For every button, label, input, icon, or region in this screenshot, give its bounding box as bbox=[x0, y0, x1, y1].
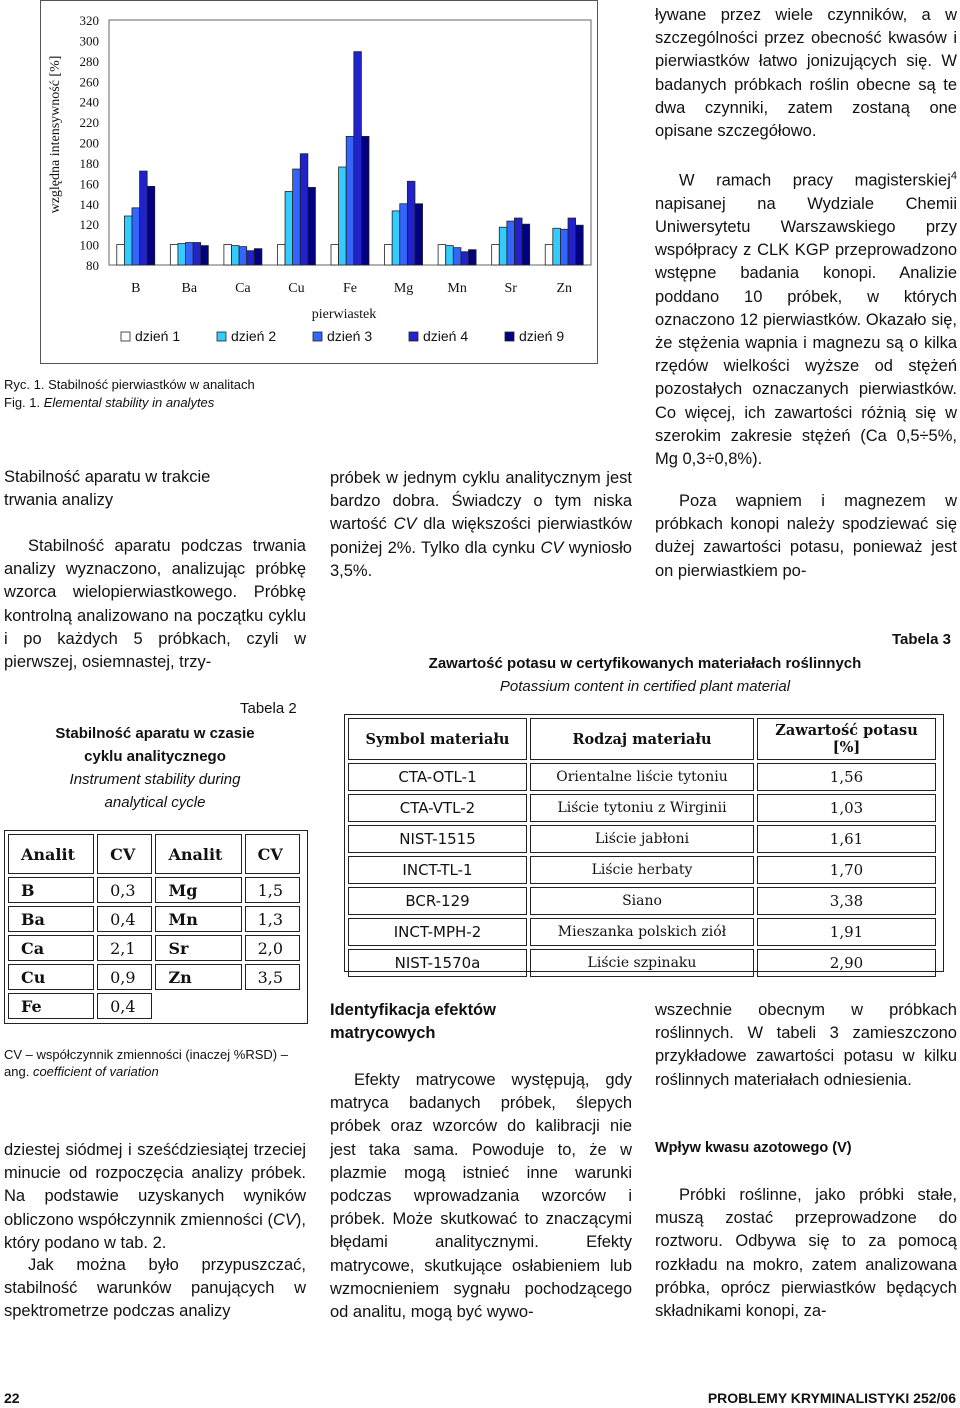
bar-Fe-2 bbox=[339, 167, 347, 265]
bar-Ba-2 bbox=[178, 244, 186, 265]
y-tick-label: 180 bbox=[79, 155, 99, 171]
x-tick-label: Zn bbox=[556, 281, 573, 296]
bar-Cu-3 bbox=[293, 169, 301, 265]
table-2-row bbox=[8, 964, 300, 990]
table-3-header-row bbox=[348, 718, 936, 760]
table-2-cv-cell: 0,4 bbox=[97, 906, 152, 932]
bar-Zn-4 bbox=[568, 218, 576, 265]
middle-paragraph-1 bbox=[330, 467, 632, 583]
figure-caption-en-prefix: Fig. 1. bbox=[4, 395, 41, 410]
table-3-row bbox=[348, 763, 936, 791]
table-2-cv-cell: 3,5 bbox=[245, 964, 300, 990]
section-heading-stability: Stabilność aparatu w trakcie trwania analizy bbox=[4, 468, 211, 509]
journal-name: PROBLEMY KRYMINALISTYKI 252/06 bbox=[707, 1390, 956, 1406]
y-tick-label: 200 bbox=[79, 135, 99, 151]
bar-Mg-2 bbox=[392, 211, 400, 265]
table-2-note bbox=[4, 1046, 306, 1080]
table-2-row bbox=[8, 935, 300, 961]
table-3-symbol-cell: BCR-129 bbox=[348, 887, 527, 915]
bar-Mn-2 bbox=[446, 246, 454, 265]
table-2-note-en-prefix: ang. bbox=[4, 1064, 30, 1079]
table-3-row bbox=[348, 918, 936, 946]
table-2-analyte-cell: Cu bbox=[8, 964, 94, 990]
left-paragraph-1: Stabilność aparatu podczas trwania analizy wyznaczono, analizując próbkę wzorca wielopierwiastkowego. Próbkę kontrolną analizowano na początku cyklu i po każdych 5 próbkach, czyli w pierwszej, osiemnastej, trzy- bbox=[4, 537, 306, 672]
right-paragraph-2-a: W ramach pracy magisterskiej bbox=[679, 171, 951, 190]
x-tick-label: Sr bbox=[504, 281, 517, 296]
table-2-cv-cell: 1,3 bbox=[245, 906, 300, 932]
table-2-header: Analit bbox=[8, 834, 94, 874]
right-paragraph-2-b: napisanej na Wydziale Chemii Uniwersytetu Warszawskiego przy współpracy z CLK KGP przeprowadzono wstępne badania konopi. Analizie poddano 10 próbek, w których oznaczono 12 pierwiastków. Okazało się, że stężenia wapnia i magnezu są o kilka rzędów wielkości wyższe od stężeń pozostałych oznaczanych pierwiastków. Co więcej, ich zawartości różnią się w szerokim zakresie stężeń (Ca 0,5÷5%, Mg 0,3÷0,8%). bbox=[655, 194, 957, 468]
figure-caption-pl-prefix: Ryc. 1. bbox=[4, 377, 45, 392]
table-2-cv-cell: 2,0 bbox=[245, 935, 300, 961]
bar-B-2 bbox=[124, 216, 132, 265]
table-2-cv-cell: 0,9 bbox=[97, 964, 152, 990]
table-3-symbol-cell: CTA-OTL-1 bbox=[348, 763, 527, 791]
table-3-row bbox=[348, 825, 936, 853]
bar-B-1 bbox=[117, 245, 125, 265]
bar-Mg-3 bbox=[400, 204, 408, 265]
legend-label: dzień 9 bbox=[519, 328, 565, 344]
legend-swatch bbox=[217, 332, 226, 341]
table-2-cv-cell: 2,1 bbox=[97, 935, 152, 961]
legend-label: dzień 1 bbox=[135, 328, 181, 344]
bar-Sr-4 bbox=[514, 218, 522, 265]
y-tick-label: 240 bbox=[79, 94, 99, 110]
table-3-type-cell: Orientalne liście tytoniu bbox=[530, 763, 754, 791]
table-3-value-cell: 1,91 bbox=[757, 918, 936, 946]
table-3-header: Symbol materiału bbox=[348, 718, 527, 760]
bar-Fe-4 bbox=[354, 52, 362, 265]
bar-Ba-4 bbox=[193, 243, 201, 265]
x-tick-label: Ca bbox=[235, 281, 251, 296]
table-3-value-cell: 1,61 bbox=[757, 825, 936, 853]
table-2-title-pl: Stabilność aparatu w czasie cyklu analitycznego bbox=[55, 725, 255, 765]
middle-paragraph-2: Efekty matrycowe występują, gdy matryca badanych próbek, ślepych próbek oraz wzorców do kalibracji nie jest taka sama. Powoduje to, że w plazmie mogą istnieć inne warunki podczas wprowadzania wzorców i próbek. Może skutkować to znaczącymi błędami analitycznymi. Efekty matrycowe, skutkujące osłabieniem lub wzmocnieniem sygnału pochodzącego od analitu, mogą być wywo- bbox=[330, 1071, 632, 1322]
table-2-analyte-cell bbox=[155, 993, 241, 1019]
table-2-title bbox=[4, 722, 306, 814]
table-3-type-cell: Mieszanka polskich ziół bbox=[530, 918, 754, 946]
bar-Zn-1 bbox=[545, 245, 553, 265]
table-2-header-row bbox=[8, 834, 300, 874]
bar-Mn-4 bbox=[461, 252, 469, 265]
bar-Ca-5 bbox=[254, 249, 262, 265]
figure-caption-en bbox=[4, 394, 214, 411]
left-paragraph-2-a: dziestej siódmej i sześćdziesiątej trzeciej minucie od rozpoczęcia analizy próbek. Na podstawie uzyskanych wyników obliczono współczynnik zmienności ( bbox=[4, 1141, 306, 1229]
x-tick-label: Mn bbox=[447, 281, 467, 296]
table-2-header: Analit bbox=[155, 834, 241, 874]
left-paragraph-2 bbox=[4, 1139, 306, 1255]
bar-chart bbox=[41, 1, 597, 363]
x-tick-label: Mg bbox=[393, 281, 414, 296]
y-tick-label: 80 bbox=[86, 258, 99, 273]
bar-Zn-2 bbox=[553, 228, 561, 265]
table-3-type-cell: Liście jabłoni bbox=[530, 825, 754, 853]
table-3-value-cell: 3,38 bbox=[757, 887, 936, 915]
bar-Fe-1 bbox=[331, 245, 339, 265]
table-2-note-pl: CV – współczynnik zmienności (inaczej %RSD) – bbox=[4, 1047, 288, 1062]
left-paragraph-3: Jak można było przypuszczać, stabilność warunków panujących w spektrometrze podczas analizy bbox=[4, 1256, 306, 1321]
bar-Sr-3 bbox=[507, 221, 515, 265]
section-heading-nitric-acid: Wpływ kwasu azotowego (V) bbox=[655, 1140, 852, 1156]
table-3-type-cell: Liście szpinaku bbox=[530, 949, 754, 977]
x-tick-label: Cu bbox=[288, 281, 305, 296]
table-3-label: Tabela 3 bbox=[892, 631, 951, 648]
table-3-symbol-cell: INCT-TL-1 bbox=[348, 856, 527, 884]
bar-Ca-4 bbox=[247, 251, 255, 265]
y-tick-label: 300 bbox=[79, 33, 99, 49]
figure-caption-en-text: Elemental stability in analytes bbox=[43, 395, 215, 410]
footnote-ref: 4 bbox=[950, 170, 957, 182]
bar-Cu-5 bbox=[308, 187, 316, 265]
bar-Cu-1 bbox=[277, 245, 285, 265]
bar-B-3 bbox=[132, 208, 140, 265]
legend-label: dzień 2 bbox=[231, 328, 277, 344]
bar-Mg-4 bbox=[407, 181, 415, 265]
table-2-frame bbox=[4, 830, 308, 1024]
middle-paragraph-1-cv2: CV bbox=[540, 538, 564, 557]
table-3-row bbox=[348, 794, 936, 822]
table-3-title bbox=[340, 652, 950, 698]
table-2-cv-cell: 0,4 bbox=[97, 993, 152, 1019]
y-axis-label: względna intensywność [%] bbox=[48, 55, 63, 214]
table-2-row bbox=[8, 877, 300, 903]
y-tick-label: 120 bbox=[79, 217, 99, 233]
legend-swatch bbox=[313, 332, 322, 341]
table-2-header: CV bbox=[245, 834, 300, 874]
page-number: 22 bbox=[4, 1390, 20, 1406]
bar-B-5 bbox=[147, 186, 155, 265]
table-3-symbol-cell: NIST-1515 bbox=[348, 825, 527, 853]
bar-Zn-5 bbox=[576, 225, 584, 265]
table-2-cv-cell: 0,3 bbox=[97, 877, 152, 903]
table-3-type-cell: Liście tytoniu z Wirginii bbox=[530, 794, 754, 822]
table-3-type-cell: Liście herbaty bbox=[530, 856, 754, 884]
bar-Fe-3 bbox=[346, 136, 354, 265]
x-tick-label: B bbox=[131, 281, 141, 296]
table-3-frame bbox=[344, 714, 944, 972]
table-2-analyte-cell: Ca bbox=[8, 935, 94, 961]
bar-Mn-5 bbox=[469, 250, 477, 265]
table-2-row bbox=[8, 906, 300, 932]
bar-Sr-5 bbox=[522, 224, 530, 265]
right-paragraph-1: ływane przez wiele czynników, a w szczególności przez obecność kwasów i pierwiastków łatwo jonizujących się. W badanych próbkach roślin obecne są te dwa czynniki, zatem zostaną one opisane szczegółowo. bbox=[655, 6, 957, 141]
right-paragraph-3: Poza wapniem i magnezem w próbkach konopi należy spodziewać się dużej zawartości potasu, ponieważ jest on pierwiastkiem po- bbox=[655, 492, 957, 580]
legend-label: dzień 4 bbox=[423, 328, 469, 344]
middle-paragraph-1-b: dla większości pierwiastków poniżej 2%. Tylko dla cynku bbox=[330, 515, 632, 557]
table-2-row bbox=[8, 993, 300, 1019]
bar-Cu-4 bbox=[300, 154, 308, 265]
table-3-value-cell: 1,03 bbox=[757, 794, 936, 822]
table-2 bbox=[5, 831, 303, 1022]
x-tick-label: Fe bbox=[343, 281, 357, 296]
right-paragraph-4: wszechnie obecnym w próbkach roślinnych. W tabeli 3 zamieszczono przykładowe zawartości potasu w kilku roślinnych materiałach odniesienia. bbox=[655, 1001, 957, 1089]
figure-1 bbox=[40, 0, 598, 364]
table-3-header: Zawartość potasu [%] bbox=[757, 718, 936, 760]
right-paragraph-2 bbox=[655, 165, 957, 471]
table-2-analyte-cell: Mn bbox=[155, 906, 241, 932]
y-tick-label: 140 bbox=[79, 196, 99, 212]
table-3-type-cell: Siano bbox=[530, 887, 754, 915]
table-2-header: CV bbox=[97, 834, 152, 874]
table-2-analyte-cell: Ba bbox=[8, 906, 94, 932]
table-3-value-cell: 1,56 bbox=[757, 763, 936, 791]
table-3-value-cell: 2,90 bbox=[757, 949, 936, 977]
bar-Ca-2 bbox=[231, 246, 239, 265]
table-2-analyte-cell: Fe bbox=[8, 993, 94, 1019]
left-paragraph-2-cv: CV bbox=[272, 1210, 296, 1229]
x-tick-label: Ba bbox=[181, 281, 198, 296]
figure-caption-pl bbox=[4, 376, 255, 393]
table-2-label: Tabela 2 bbox=[240, 700, 297, 717]
table-3-title-en: Potassium content in certified plant material bbox=[499, 678, 791, 695]
table-3-symbol-cell: INCT-MPH-2 bbox=[348, 918, 527, 946]
table-3-row bbox=[348, 887, 936, 915]
bar-Mn-3 bbox=[453, 248, 461, 265]
table-2-analyte-cell: Zn bbox=[155, 964, 241, 990]
y-tick-label: 100 bbox=[79, 237, 99, 253]
bar-Mn-1 bbox=[438, 245, 446, 265]
middle-paragraph-1-c: wyniosło 3,5%. bbox=[330, 538, 632, 580]
bar-Cu-2 bbox=[285, 192, 293, 266]
bar-Zn-3 bbox=[560, 229, 568, 265]
table-3-row bbox=[348, 856, 936, 884]
y-tick-label: 320 bbox=[79, 13, 99, 28]
table-2-note-en: coefficient of variation bbox=[32, 1064, 159, 1079]
table-2-cv-cell bbox=[245, 993, 300, 1019]
figure-caption-pl-text: Stabilność pierwiastków w analitach bbox=[48, 377, 255, 392]
legend-swatch bbox=[121, 332, 130, 341]
y-tick-label: 220 bbox=[79, 115, 99, 131]
bar-Fe-5 bbox=[361, 136, 369, 265]
table-3-value-cell: 1,70 bbox=[757, 856, 936, 884]
bar-Sr-1 bbox=[492, 245, 500, 265]
bar-Ba-3 bbox=[186, 243, 194, 265]
bar-Ba-1 bbox=[170, 245, 178, 265]
bar-Ba-5 bbox=[201, 246, 209, 265]
table-3-row bbox=[348, 949, 936, 977]
legend-label: dzień 3 bbox=[327, 328, 373, 344]
table-3-title-pl: Zawartość potasu w certyfikowanych materiałach roślinnych bbox=[428, 655, 862, 672]
legend-swatch bbox=[505, 332, 514, 341]
table-2-title-en: Instrument stability during analytical cycle bbox=[69, 771, 241, 811]
table-2-analyte-cell: Sr bbox=[155, 935, 241, 961]
bar-Mg-5 bbox=[415, 204, 423, 265]
section-heading-matrix: Identyfikacja efektów matrycowych bbox=[330, 1001, 496, 1042]
bar-Ca-3 bbox=[239, 247, 247, 265]
bar-Mg-1 bbox=[385, 245, 393, 265]
legend-swatch bbox=[409, 332, 418, 341]
table-2-cv-cell: 1,5 bbox=[245, 877, 300, 903]
x-axis-label: pierwiastek bbox=[311, 307, 377, 322]
bar-Ca-1 bbox=[224, 245, 232, 265]
y-tick-label: 160 bbox=[79, 176, 99, 192]
table-3-header: Rodzaj materiału bbox=[530, 718, 754, 760]
bar-Sr-2 bbox=[499, 227, 507, 265]
table-3-symbol-cell: NIST-1570a bbox=[348, 949, 527, 977]
y-tick-label: 280 bbox=[79, 53, 99, 69]
bar-B-4 bbox=[140, 171, 148, 265]
middle-paragraph-1-a: próbek w jednym cyklu analitycznym jest bardzo dobra. Świadczy o tym niska wartość bbox=[330, 469, 632, 534]
right-paragraph-5: Próbki roślinne, jako próbki stałe, muszą zostać przeprowadzone do roztworu. Odbywa się to za pomocą rozkładu na mokro, zatem analizowana próbka, oprócz pierwiastków będących składnikami konopi, za- bbox=[655, 1186, 957, 1321]
table-2-analyte-cell: Mg bbox=[155, 877, 241, 903]
y-tick-label: 260 bbox=[79, 74, 99, 90]
table-2-analyte-cell: B bbox=[8, 877, 94, 903]
table-3-symbol-cell: CTA-VTL-2 bbox=[348, 794, 527, 822]
table-3 bbox=[345, 715, 939, 980]
left-paragraph-2-b: ), który podano w tab. 2. bbox=[4, 1210, 306, 1252]
middle-paragraph-1-cv: CV bbox=[393, 515, 417, 534]
